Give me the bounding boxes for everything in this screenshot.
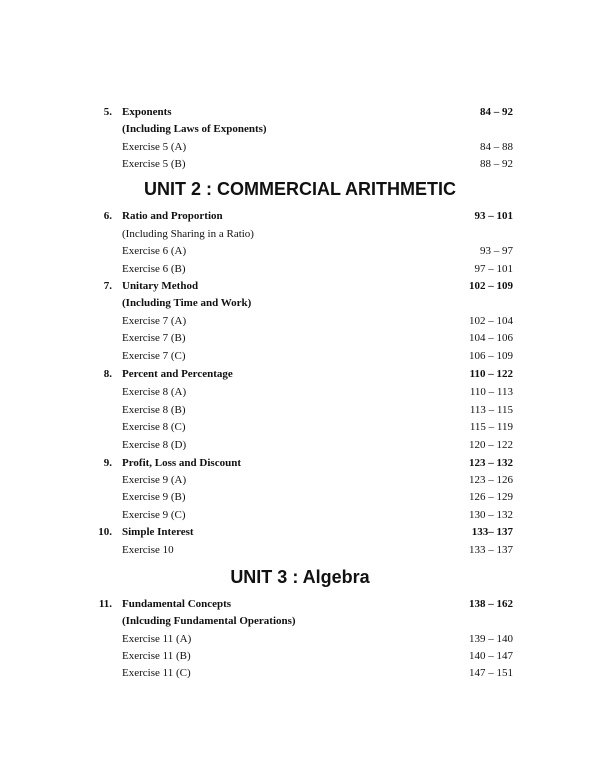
exercise-title: Exercise 11 (B) [122, 650, 191, 662]
chapter-title: Fundamental Concepts [122, 598, 232, 610]
exercise-title: Exercise 11 (A) [122, 633, 192, 645]
exercise-title: Exercise 7 (C) [122, 350, 186, 362]
chapter-note: (Including Time and Work) [122, 297, 252, 309]
exercise-pages: 126 – 129 [469, 491, 513, 503]
chapter-row [0, 278, 600, 295]
exercise-title: Exercise 9 (B) [122, 491, 186, 503]
chapter-title: Percent and Percentage [122, 368, 233, 380]
exercise-title: Exercise 9 (C) [122, 509, 186, 521]
unit-heading: UNIT 3 : Algebra [230, 567, 370, 587]
exercise-title: Exercise 8 (B) [122, 404, 186, 416]
exercise-row [0, 348, 600, 365]
exercise-pages: 115 – 119 [469, 421, 513, 433]
exercise-row [0, 156, 600, 173]
chapter-number: 9. [103, 457, 112, 469]
chapter-note-row [0, 613, 600, 630]
chapter-note: (Including Laws of Exponents) [122, 123, 267, 135]
chapter-pages: 102 – 109 [469, 280, 513, 292]
exercise-row [0, 665, 600, 682]
exercise-pages: 88 – 92 [480, 158, 513, 170]
exercise-row [0, 243, 600, 260]
exercise-pages: 97 – 101 [474, 263, 513, 275]
chapter-row [0, 208, 600, 225]
chapter-pages: 84 – 92 [480, 106, 513, 118]
exercise-row [0, 631, 600, 648]
exercise-pages: 123 – 126 [469, 474, 513, 486]
exercise-pages: 84 – 88 [480, 141, 513, 153]
exercise-title: Exercise 10 [122, 544, 174, 556]
exercise-title: Exercise 8 (A) [122, 386, 187, 398]
exercise-title: Exercise 6 (B) [122, 263, 186, 275]
chapter-row [0, 596, 600, 613]
exercise-title: Exercise 8 (C) [122, 421, 186, 433]
chapter-pages: 138 – 162 [469, 598, 513, 610]
exercise-row [0, 313, 600, 330]
chapter-number: 6. [103, 210, 112, 222]
chapter-title: Profit, Loss and Discount [122, 457, 241, 469]
exercise-pages: 110 – 113 [469, 386, 513, 398]
chapter-note-row [0, 226, 600, 243]
chapter-number: 11. [98, 598, 112, 610]
chapter-number: 10. [98, 526, 112, 538]
chapter-note: (Including Sharing in a Ratio) [122, 228, 254, 240]
chapter-title: Exponents [122, 106, 172, 118]
chapter-title: Ratio and Proportion [122, 210, 223, 222]
unit-heading: UNIT 2 : COMMERCIAL ARITHMETIC [144, 179, 456, 199]
chapter-note: (Inlcuding Fundamental Operations) [122, 615, 296, 627]
chapter-number: 5. [103, 106, 112, 118]
exercise-title: Exercise 9 (A) [122, 474, 187, 486]
chapter-row [0, 524, 600, 541]
chapter-row [0, 455, 600, 472]
chapter-number: 8. [103, 368, 112, 380]
exercise-title: Exercise 7 (A) [122, 315, 187, 327]
exercise-title: Exercise 5 (A) [122, 141, 187, 153]
exercise-title: Exercise 5 (B) [122, 158, 186, 170]
chapter-title: Simple Interest [122, 526, 194, 538]
exercise-pages: 147 – 151 [469, 667, 513, 679]
exercise-row [0, 419, 600, 436]
chapter-pages: 133– 137 [471, 526, 513, 538]
exercise-pages: 104 – 106 [469, 332, 513, 344]
exercise-row [0, 139, 600, 156]
exercise-row [0, 507, 600, 524]
exercise-pages: 120 – 122 [469, 439, 513, 451]
exercise-row [0, 648, 600, 665]
exercise-title: Exercise 11 (C) [122, 667, 191, 679]
exercise-pages: 133 – 137 [469, 544, 513, 556]
chapter-pages: 93 – 101 [474, 210, 513, 222]
chapter-note-row [0, 121, 600, 138]
exercise-row [0, 542, 600, 559]
exercise-row [0, 330, 600, 347]
exercise-pages: 106 – 109 [469, 350, 513, 362]
exercise-row [0, 384, 600, 401]
chapter-pages: 123 – 132 [469, 457, 513, 469]
chapter-number: 7. [103, 280, 112, 292]
chapter-note-row [0, 295, 600, 312]
exercise-row [0, 261, 600, 278]
exercise-pages: 102 – 104 [469, 315, 513, 327]
exercise-pages: 140 – 147 [469, 650, 513, 662]
exercise-row [0, 489, 600, 506]
exercise-title: Exercise 8 (D) [122, 439, 187, 451]
chapter-pages: 110 – 122 [469, 368, 513, 380]
exercise-pages: 113 – 115 [469, 404, 513, 416]
exercise-row [0, 472, 600, 489]
exercise-pages: 130 – 132 [469, 509, 513, 521]
exercise-title: Exercise 7 (B) [122, 332, 186, 344]
chapter-row [0, 366, 600, 383]
exercise-row [0, 402, 600, 419]
exercise-pages: 93 – 97 [480, 245, 513, 257]
exercise-row [0, 437, 600, 454]
chapter-row [0, 104, 600, 121]
exercise-pages: 139 – 140 [469, 633, 513, 645]
chapter-title: Unitary Method [122, 280, 199, 292]
exercise-title: Exercise 6 (A) [122, 245, 187, 257]
